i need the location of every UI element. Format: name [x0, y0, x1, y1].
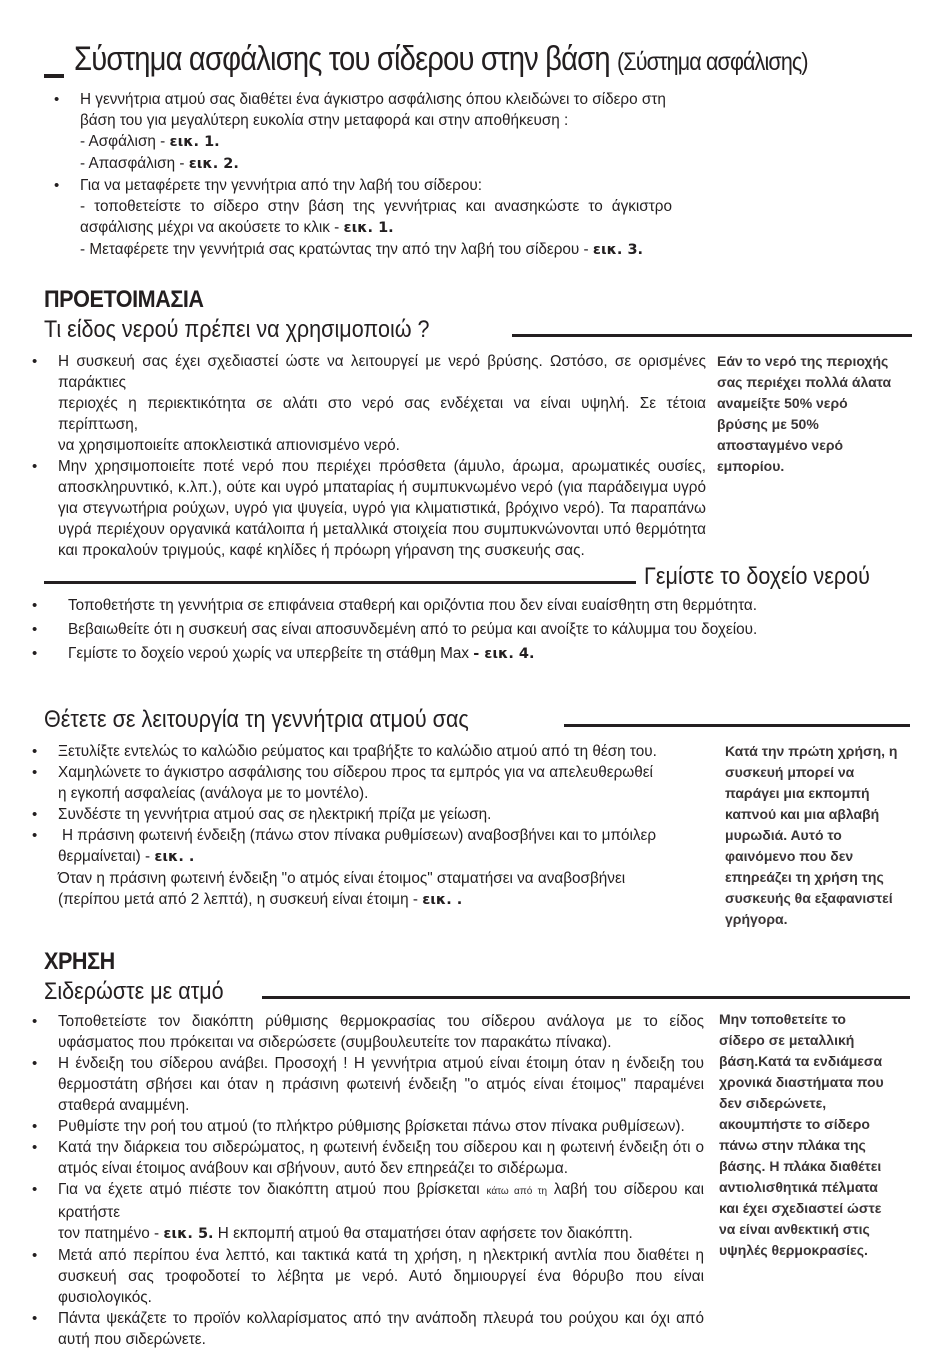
- figure-ref: εικ. 3.: [592, 242, 644, 258]
- use-heading: ΧΡΗΣΗ: [44, 948, 115, 975]
- title-paren: (Σύστημα ασφάλισης): [616, 48, 808, 76]
- list-item: • Γεμίστε το δοχείο νερού χωρίς να υπερβείτε τη στάθμη Max - εικ. 4.: [32, 645, 535, 662]
- figure-ref: εικ. 2.: [188, 156, 239, 172]
- list-item: • Η ένδειξη του σίδερου ανάβει. Προσοχή ! Η γεννήτρια ατμού είναι έτοιμη όταν η ένδειξη του θερμοστάτη σβήσει και όταν η πράσινη φωτεινή ένδειξη "ο ατμός είναι έτοιμος" παραμένει σταθερά αναμμένη.: [32, 1055, 704, 1114]
- prep-heading: ΠΡΟΕΤΟΙΜΑΣΙΑ: [44, 286, 204, 313]
- list-item: • Μην χρησιμοποιείτε ποτέ νερό που περιέχει πρόσθετα (άμυλο, άρωμα, αρωματικές ουσίες, αποσκληρυντικό, κ.λπ.), ούτε και υγρό μπαταρίας ή συμπυκνωμένο νερό (για παράδειγμα υγρό για στεγνωτήρια ρούχων, υγρό για ψυγεία, υγρό για κλιματιστικά, βρόχινο νερό). Τα παραπάνω υγρά περιέχουν οργανικά κατάλοιπα ή μεταλλικά στοιχεία που συμπυκνώνονται υπό θερμότητα και προκαλούν τριγμούς, καφέ κηλίδες ή πρόωρη γήρανση της συσκευής σας.: [32, 458, 706, 559]
- list-item: • Η συσκευή σας έχει σχεδιαστεί ώστε να λειτουργεί με νερό βρύσης. Ωστόσο, σε ορισμένες παράκτιες περιοχές η περιεκτικότητα σε αλάτι στο νερό σας ενδέχεται να είναι υψηλή. Σε τέτοια περίπτωση, να χρησιμοποιείτε αποκλειστικά απιονισμένο νερό.: [32, 353, 706, 454]
- figure-ref: εικ. 5.: [163, 1226, 214, 1242]
- list-item: • Ξετυλίξτε εντελώς το καλώδιο ρεύματος και τραβήξτε το καλώδιο ατμού από τη θέση του.: [32, 743, 657, 760]
- list-item: • Τοποθετείστε τον διακόπτη ρύθμισης θερμοκρασίας του σίδερου ανάλογα με το είδος υφάσματος που πρόκειται να σιδερώσετε (συμβουλευτείτε τον παρακάτω πίνακα).: [32, 1013, 704, 1051]
- list-item: • Πάντα ψεκάζετε το προϊόν κολλαρίσματος από την ανάποδη πλευρά του ρούχου και όχι από αυτή που σιδερώνετε.: [32, 1310, 704, 1348]
- figure-ref: εικ. .: [422, 892, 463, 908]
- start-note: Κατά την πρώτη χρήση, η συσκευή μπορεί να παράγει μια εκπομπή καπνού και μια αβλαβή μυρωδιά. Αυτό το φαινόμενο που δεν επηρεάζει τη χρήση της συσκευής θα εξαφανιστεί γρήγορα.: [725, 743, 898, 927]
- use-bullets: [30, 1011, 704, 1350]
- lock-bullets: [52, 89, 672, 261]
- use-subheading: [44, 978, 910, 1010]
- fill-subheading: [44, 563, 910, 595]
- prep-bullets: [30, 351, 706, 561]
- figure-ref: - εικ. 4.: [473, 646, 535, 662]
- title-text: Σύστημα ασφάλισης του σίδερου στην βάση (Σύστημα ασφάλισης): [74, 40, 808, 78]
- title-dash: [44, 74, 64, 78]
- list-item: • Η γεννήτρια ατμού σας διαθέτει ένα άγκιστρο ασφάλισης όπου κλειδώνει το σίδερο στη βάση του για μεγαλύτερη ευκολία στην μεταφορά και στην αποθήκευση : - Ασφάλιση - εικ. 1. - Απασφάλιση - εικ. 2.: [54, 91, 666, 172]
- list-item: • Συνδέστε τη γεννήτρια ατμού σας σε ηλεκτρική πρίζα με γείωση.: [32, 806, 492, 823]
- list-item: • Ρυθμίστε την ροή του ατμού (το πλήκτρο ρύθμισης βρίσκεται πάνω στον πίνακα ρυθμίσεων).: [32, 1118, 685, 1135]
- list-item: • Κατά την διάρκεια του σιδερώματος, η φωτεινή ένδειξη του σίδερου και η φωτεινή ένδειξη ότι ο ατμός είναι έτοιμος ανάβουν και σβήνουν, αυτό δεν επηρεάζει το σιδέρωμα.: [32, 1139, 704, 1177]
- list-item: • Για να έχετε ατμό πιέστε τον διακόπτη ατμού που βρίσκεται κάτω από τη λαβή του σίδερου και κρατήστε τον πατημένο - εικ. 5. Η εκπομπή ατμού θα σταματήσει όταν αφήσετε τον διακόπτη.: [32, 1181, 704, 1242]
- start-bullets: [30, 741, 690, 911]
- heading-rule: [564, 724, 910, 727]
- list-item: • Χαμηλώνετε το άγκιστρο ασφάλισης του σίδερου προς τα εμπρός για να απελευθερωθεί η εγκοπή ασφαλείας (ανάλογα με το μοντέλο).: [32, 764, 653, 802]
- use-subheading-text: Σιδερώστε με ατμό: [44, 978, 224, 1005]
- heading-rule: [262, 996, 910, 999]
- fill-subheading-text: Γεμίστε το δοχείο νερού: [644, 563, 870, 590]
- figure-ref: εικ. .: [154, 849, 195, 865]
- list-item: • Μετά από περίπου ένα λεπτό, και τακτικά κατά τη χρήση, η ηλεκτρική αντλία που διαθέτει η συσκευή σας τροφοδοτεί το λέβητα με νερό. Αυτό δημιουργεί ένα θόρυβο που είναι φυσιολογικός.: [32, 1247, 704, 1306]
- heading-rule: [512, 334, 912, 337]
- list-item: • Η πράσινη φωτεινή ένδειξη (πάνω στον πίνακα ρυθμίσεων) αναβοσβήνει και το μπόιλερ θερμαίνεται) - εικ. . Όταν η πράσινη φωτεινή ένδειξη "ο ατμός είναι έτοιμος" σταματήσει να αναβοσβήνει (περίπου μετά από 2 λεπτά), η συσκευή είναι έτοιμη - εικ. .: [32, 827, 657, 908]
- use-note: Μην τοποθετείτε το σίδερο σε μεταλλική βάση.Κατά τα ενδιάμεσα χρονικά διαστήματα που δεν σιδερώνετε, ακουμπήστε το σίδερο πάνω στην πλάκα της βάσης. Η πλάκα διαθέτει αντιολισθητικά πέλματα και έχει σχεδιαστεί ώστε να είναι ανθεκτική στις υψηλές θερμοκρασίες.: [719, 1011, 884, 1258]
- prep-subheading: [44, 316, 912, 348]
- prep-subheading-text: Τι είδος νερού πρέπει να χρησιμοποιώ ?: [44, 316, 430, 343]
- start-subheading-text: Θέτετε σε λειτουργία τη γεννήτρια ατμού σας: [44, 706, 469, 733]
- list-item: • Τοποθετήστε τη γεννήτρια σε επιφάνεια σταθερή και οριζόντια που δεν είναι ευαίσθητη στη θερμότητα.: [32, 597, 757, 614]
- heading-rule: [44, 581, 636, 584]
- start-subheading: [44, 706, 910, 738]
- fill-bullets: [30, 595, 920, 665]
- prep-note: Εάν το νερό της περιοχής σας περιέχει πολλά άλατα αναμείξτε 50% νερό βρύσης με 50% αποσταγμένο νερό εμπορίου.: [717, 353, 892, 474]
- figure-ref: εικ. 1.: [343, 220, 394, 236]
- list-item: • Για να μεταφέρετε την γεννήτρια από την λαβή του σίδερου: - τοποθετείστε το σίδερο στην βάση της γεννήτριας και ανασηκώστε το άγκιστρο ασφάλισης μέχρι να ακούσετε το κλικ - εικ. 1. - Μεταφέρετε την γεννήτριά σας κρατώντας την από την λαβή του σίδερου - εικ. 3.: [54, 177, 672, 258]
- list-item: • Βεβαιωθείτε ότι η συσκευή σας είναι αποσυνδεμένη από το ρεύμα και ανοίξτε το κάλυμμα του δοχείου.: [32, 621, 758, 638]
- figure-ref: εικ. 1.: [169, 134, 220, 150]
- lock-section-title: [44, 40, 924, 90]
